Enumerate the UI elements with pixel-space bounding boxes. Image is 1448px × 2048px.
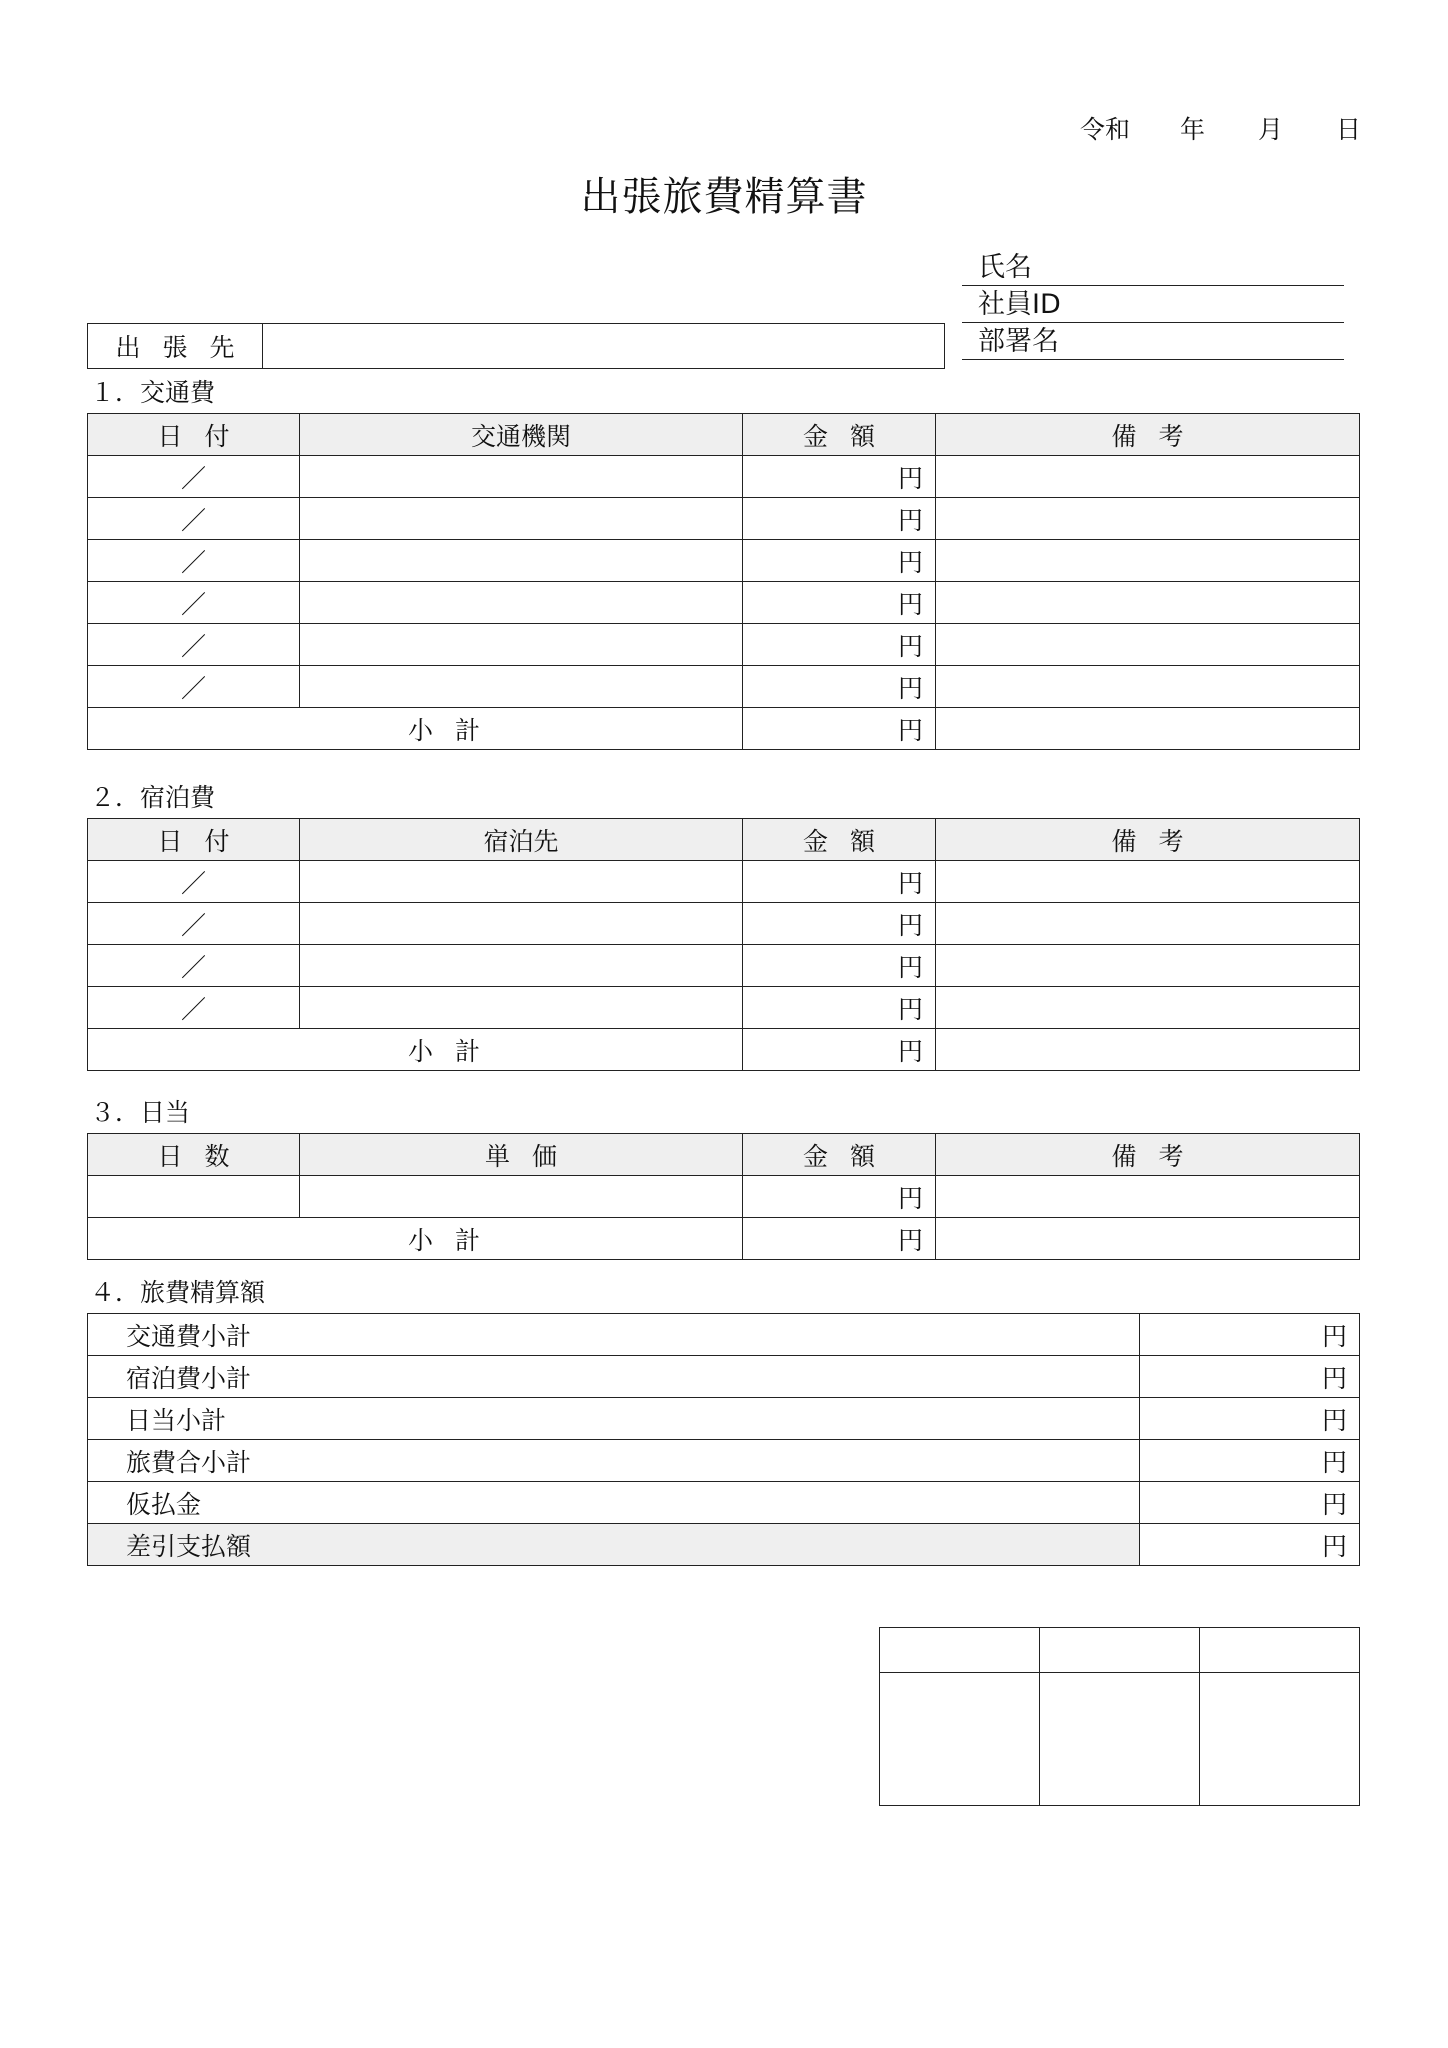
column-header-amount: 金額 [743,1134,936,1176]
note-cell[interactable] [936,945,1360,987]
settlement-table [87,1313,1360,1566]
allowance-table [87,1133,1360,1260]
table-row [88,1524,1360,1566]
amount-cell[interactable]: 円 [743,987,936,1029]
note-cell[interactable] [936,456,1360,498]
column-header-note: 備考 [936,819,1360,861]
settlement-label: 旅費合小計 [88,1440,1140,1482]
lodging-table [87,818,1360,1071]
column-header-means: 交通機関 [300,414,743,456]
column-header-days: 日数 [88,1134,300,1176]
approval-stamp-table [879,1627,1360,1806]
settlement-amount[interactable]: 円 [1140,1440,1360,1482]
note-cell[interactable] [936,498,1360,540]
employee-id-field[interactable] [962,287,1344,323]
table-row [88,1314,1360,1356]
table-row [88,1482,1360,1524]
place-cell[interactable] [300,945,743,987]
table-row [88,987,1360,1029]
amount-cell[interactable]: 円 [743,498,936,540]
table-row [88,1176,1360,1218]
table-row [88,498,1360,540]
table-row [88,456,1360,498]
date-cell[interactable]: ／ [88,540,300,582]
subtotal-note[interactable] [936,1029,1360,1071]
subtotal-row [88,1218,1360,1260]
date-cell[interactable]: ／ [88,945,300,987]
table-row [88,903,1360,945]
subtotal-row [88,708,1360,750]
means-cell[interactable] [300,456,743,498]
table-row [88,861,1360,903]
subtotal-amount[interactable]: 円 [743,1029,936,1071]
note-cell[interactable] [936,903,1360,945]
date-cell[interactable]: ／ [88,456,300,498]
date-day: 日 [1336,115,1362,144]
subtotal-note[interactable] [936,708,1360,750]
lodging-heading: ２．宿泊費 [90,783,216,812]
table-row [88,1440,1360,1482]
amount-cell[interactable]: 円 [743,666,936,708]
employee-id-label: 社員ID [978,289,1061,320]
department-field[interactable] [962,324,1344,360]
settlement-label: 仮払金 [88,1482,1140,1524]
date-cell[interactable]: ／ [88,987,300,1029]
note-cell[interactable] [936,666,1360,708]
table-row [88,1356,1360,1398]
amount-cell[interactable]: 円 [743,903,936,945]
table-row [88,1398,1360,1440]
subtotal-label: 小計 [88,708,743,750]
subtotal-label: 小計 [88,1029,743,1071]
subtotal-amount[interactable]: 円 [743,708,936,750]
stamp-row [880,1673,1360,1806]
amount-cell[interactable]: 円 [743,1176,936,1218]
settlement-label: 日当小計 [88,1398,1140,1440]
column-header-place: 宿泊先 [300,819,743,861]
note-cell[interactable] [936,1176,1360,1218]
name-label: 氏名 [978,252,1032,283]
stamp-header-cell[interactable] [880,1628,1040,1673]
stamp-header-row [880,1628,1360,1673]
amount-cell[interactable]: 円 [743,624,936,666]
note-cell[interactable] [936,624,1360,666]
column-header-unit-price: 単価 [300,1134,743,1176]
date-line [1080,110,1370,146]
date-cell[interactable]: ／ [88,903,300,945]
date-month: 月 [1258,115,1284,144]
note-cell[interactable] [936,987,1360,1029]
subtotal-label: 小計 [88,1218,743,1260]
settlement-label: 交通費小計 [88,1314,1140,1356]
table-row [88,945,1360,987]
column-header-date: 日付 [88,414,300,456]
stamp-cell[interactable] [1040,1673,1200,1806]
means-cell[interactable] [300,624,743,666]
subtotal-amount[interactable]: 円 [743,1218,936,1260]
table-row [88,666,1360,708]
place-cell[interactable] [300,987,743,1029]
date-cell[interactable]: ／ [88,624,300,666]
settlement-amount[interactable]: 円 [1140,1398,1360,1440]
unit-price-cell[interactable] [300,1176,743,1218]
column-header-amount: 金額 [743,414,936,456]
settlement-heading: ４．旅費精算額 [90,1278,266,1307]
table-header-row [88,1134,1360,1176]
destination-box [87,323,945,369]
column-header-date: 日付 [88,819,300,861]
amount-cell[interactable]: 円 [743,945,936,987]
column-header-amount: 金額 [743,819,936,861]
name-field[interactable] [962,250,1344,286]
subtotal-row [88,1029,1360,1071]
place-cell[interactable] [300,861,743,903]
allowance-heading: ３．日当 [90,1098,191,1127]
subtotal-note[interactable] [936,1218,1360,1260]
settlement-amount[interactable]: 円 [1140,1482,1360,1524]
date-year: 年 [1180,115,1206,144]
amount-cell[interactable]: 円 [743,456,936,498]
settlement-label: 宿泊費小計 [88,1356,1140,1398]
stamp-header-cell[interactable] [1200,1628,1360,1673]
transport-table [87,413,1360,750]
note-cell[interactable] [936,861,1360,903]
table-row [88,540,1360,582]
date-cell[interactable]: ／ [88,666,300,708]
settlement-amount[interactable]: 円 [1140,1524,1360,1566]
means-cell[interactable] [300,540,743,582]
destination-input[interactable] [263,324,944,368]
column-header-note: 備考 [936,414,1360,456]
settlement-amount[interactable]: 円 [1140,1314,1360,1356]
note-cell[interactable] [936,540,1360,582]
date-era: 令和 [1080,115,1131,144]
settlement-label: 差引支払額 [88,1524,1140,1566]
amount-cell[interactable]: 円 [743,582,936,624]
note-cell[interactable] [936,582,1360,624]
column-header-note: 備考 [936,1134,1360,1176]
transport-heading: １．交通費 [90,378,216,407]
means-cell[interactable] [300,666,743,708]
department-label: 部署名 [978,326,1059,357]
date-cell[interactable]: ／ [88,582,300,624]
place-cell[interactable] [300,903,743,945]
means-cell[interactable] [300,498,743,540]
amount-cell[interactable]: 円 [743,861,936,903]
table-row [88,624,1360,666]
date-cell[interactable]: ／ [88,861,300,903]
stamp-cell[interactable] [1200,1673,1360,1806]
amount-cell[interactable]: 円 [743,540,936,582]
days-cell[interactable] [88,1176,300,1218]
table-header-row [88,819,1360,861]
settlement-amount[interactable]: 円 [1140,1356,1360,1398]
means-cell[interactable] [300,582,743,624]
stamp-header-cell[interactable] [1040,1628,1200,1673]
table-header-row [88,414,1360,456]
table-row [88,582,1360,624]
page-title: 出張旅費精算書 [580,174,868,220]
date-cell[interactable]: ／ [88,498,300,540]
destination-label: 出張先 [88,324,263,368]
stamp-cell[interactable] [880,1673,1040,1806]
